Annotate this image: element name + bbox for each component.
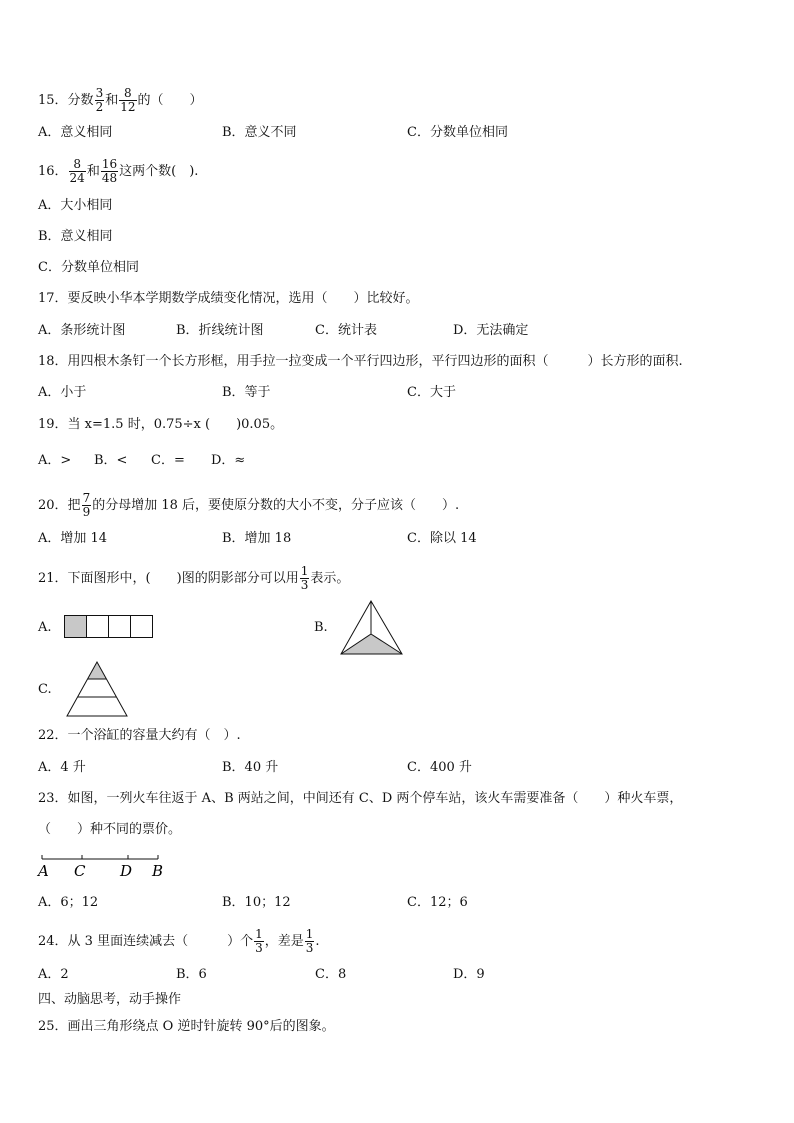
q19-option-c[interactable]: C．= bbox=[151, 453, 185, 468]
fraction-numerator: 8 bbox=[119, 87, 136, 101]
q24-option-c[interactable]: C．8 bbox=[315, 967, 347, 982]
fraction-numerator: 7 bbox=[82, 491, 91, 505]
q16-option-a[interactable]: A．大小相同 bbox=[38, 198, 113, 213]
q22-option-b[interactable]: B．40 升 bbox=[222, 760, 279, 775]
q21-figure-a[interactable] bbox=[64, 615, 154, 639]
q15-suffix: 的（ ） bbox=[137, 93, 203, 108]
q16-fraction-1 bbox=[69, 158, 86, 185]
fraction-denominator: 24 bbox=[69, 171, 85, 185]
station-a-label: A bbox=[38, 862, 49, 880]
fraction-denominator: 12 bbox=[120, 100, 136, 114]
q20-option-b[interactable]: B．增加 18 bbox=[222, 531, 292, 546]
q15-prefix: 分数 bbox=[67, 93, 94, 108]
fraction-numerator: 1 bbox=[300, 564, 309, 578]
q23-option-c[interactable]: C．12；6 bbox=[407, 895, 468, 910]
blank-square bbox=[109, 616, 131, 638]
q21-suffix: 表示。 bbox=[310, 571, 350, 586]
q24-suffix: . bbox=[315, 934, 320, 949]
q24-mid: ，差是 bbox=[264, 934, 304, 949]
blank-square bbox=[131, 616, 153, 638]
q24-option-a[interactable]: A．2 bbox=[38, 967, 69, 982]
fraction-denominator: 2 bbox=[95, 100, 104, 114]
q19-option-d[interactable]: D．≈ bbox=[211, 453, 246, 468]
q18-option-c[interactable]: C．大于 bbox=[407, 385, 456, 400]
q18-option-b[interactable]: B．等于 bbox=[222, 385, 271, 400]
station-d-label: D bbox=[120, 862, 133, 880]
q24-option-d[interactable]: D．9 bbox=[453, 967, 485, 982]
q23-station-line bbox=[36, 853, 166, 883]
q19-stem: 19．当 x=1.5 时，0.75÷x ( )0.05。 bbox=[38, 417, 284, 432]
q25-stem: 25．画出三角形绕点 O 逆时针旋转 90°后的图象。 bbox=[38, 1019, 335, 1034]
q19-option-a[interactable]: A．> bbox=[38, 453, 72, 468]
q22-option-a[interactable]: A．4 升 bbox=[38, 760, 86, 775]
q20-suffix: 的分母增加 18 后，要使原分数的大小不变，分子应该（ ）. bbox=[92, 498, 460, 513]
shaded-top bbox=[88, 662, 107, 679]
q16-option-c[interactable]: C．分数单位相同 bbox=[38, 260, 139, 275]
q20-option-a[interactable]: A．增加 14 bbox=[38, 531, 108, 546]
q20-option-c[interactable]: C．除以 14 bbox=[407, 531, 477, 546]
q22-stem: 22．一个浴缸的容量大约有（ ）. bbox=[38, 728, 241, 743]
q15-option-b[interactable]: B．意义不同 bbox=[222, 125, 297, 140]
q16-number: 16． bbox=[38, 164, 68, 179]
station-b-label: B bbox=[152, 862, 164, 880]
q22-option-c[interactable]: C．400 升 bbox=[407, 760, 472, 775]
q24-stem bbox=[38, 928, 320, 955]
q23-stem-line2: （ ）种不同的票价。 bbox=[38, 822, 182, 837]
q21-figure-c[interactable] bbox=[66, 661, 130, 718]
q24-option-b[interactable]: B．6 bbox=[176, 967, 207, 982]
q21-label-a[interactable]: A. bbox=[38, 620, 52, 635]
q24-fraction-1 bbox=[254, 928, 264, 955]
q17-option-a[interactable]: A．条形统计图 bbox=[38, 323, 126, 338]
q16-mid: 和 bbox=[86, 164, 100, 179]
q20-fraction bbox=[82, 492, 92, 519]
q15-option-c[interactable]: C．分数单位相同 bbox=[407, 125, 508, 140]
q17-option-d[interactable]: D．无法确定 bbox=[453, 323, 529, 338]
station-c-label: C bbox=[74, 862, 86, 880]
q23-stem-line1: 23．如图，一列火车往返于 A、B 两站之间，中间还有 C、D 两个停车站，该火车需要准备（ ）种火车票， bbox=[38, 791, 683, 806]
fraction-numerator: 1 bbox=[255, 927, 263, 941]
q21-fraction bbox=[300, 565, 310, 592]
q15-stem bbox=[38, 87, 203, 114]
q19-option-b[interactable]: B．< bbox=[94, 453, 128, 468]
q20-number: 20． bbox=[38, 498, 68, 513]
q21-number: 21． bbox=[38, 571, 68, 586]
q16-fraction-2 bbox=[101, 158, 118, 185]
q16-suffix: 这两个数( ). bbox=[119, 164, 199, 179]
fraction-denominator: 3 bbox=[255, 941, 263, 955]
q21-label-b[interactable]: B. bbox=[314, 620, 328, 635]
q17-stem: 17．要反映小华本学期数学成绩变化情况，选用（ ）比较好。 bbox=[38, 291, 419, 306]
q20-prefix: 把 bbox=[67, 498, 81, 513]
fraction-numerator: 3 bbox=[95, 86, 104, 100]
fraction-denominator: 9 bbox=[82, 505, 91, 519]
shaded-square bbox=[65, 616, 87, 638]
q16-stem bbox=[38, 158, 198, 185]
fraction-numerator: 8 bbox=[69, 158, 86, 172]
section-4-heading: 四、动脑思考，动手操作 bbox=[38, 992, 182, 1007]
q18-option-a[interactable]: A．小于 bbox=[38, 385, 87, 400]
q21-figure-b[interactable] bbox=[340, 600, 404, 656]
q15-option-a[interactable]: A．意义相同 bbox=[38, 125, 113, 140]
fraction-denominator: 3 bbox=[300, 578, 309, 592]
q17-option-c[interactable]: C．统计表 bbox=[315, 323, 377, 338]
blank-square bbox=[87, 616, 109, 638]
q21-stem bbox=[38, 565, 349, 592]
fraction-denominator: 3 bbox=[305, 941, 314, 955]
fraction-numerator: 1 bbox=[305, 927, 314, 941]
q15-number: 15． bbox=[38, 93, 68, 108]
q24-number: 24． bbox=[38, 934, 68, 949]
q21-prefix: 下面图形中，( )图的阴影部分可以用 bbox=[67, 571, 299, 586]
q18-stem: 18．用四根木条钉一个长方形框，用手拉一拉变成一个平行四边形，平行四边形的面积（ ）长方形的面积. bbox=[38, 354, 683, 369]
q15-mid: 和 bbox=[105, 93, 119, 108]
q20-stem bbox=[38, 492, 459, 519]
q21-label-c[interactable]: C. bbox=[38, 682, 52, 697]
q23-option-a[interactable]: A．6；12 bbox=[38, 895, 99, 910]
q16-option-b[interactable]: B．意义相同 bbox=[38, 229, 113, 244]
q24-prefix: 从 3 里面连续减去（ ）个 bbox=[67, 934, 254, 949]
fraction-numerator: 16 bbox=[101, 157, 118, 171]
fraction-denominator: 48 bbox=[101, 171, 118, 185]
q23-option-b[interactable]: B．10；12 bbox=[222, 895, 291, 910]
q15-fraction-2 bbox=[119, 87, 136, 114]
q17-option-b[interactable]: B．折线统计图 bbox=[176, 323, 264, 338]
q24-fraction-2 bbox=[305, 928, 315, 955]
q15-fraction-1 bbox=[95, 87, 105, 114]
